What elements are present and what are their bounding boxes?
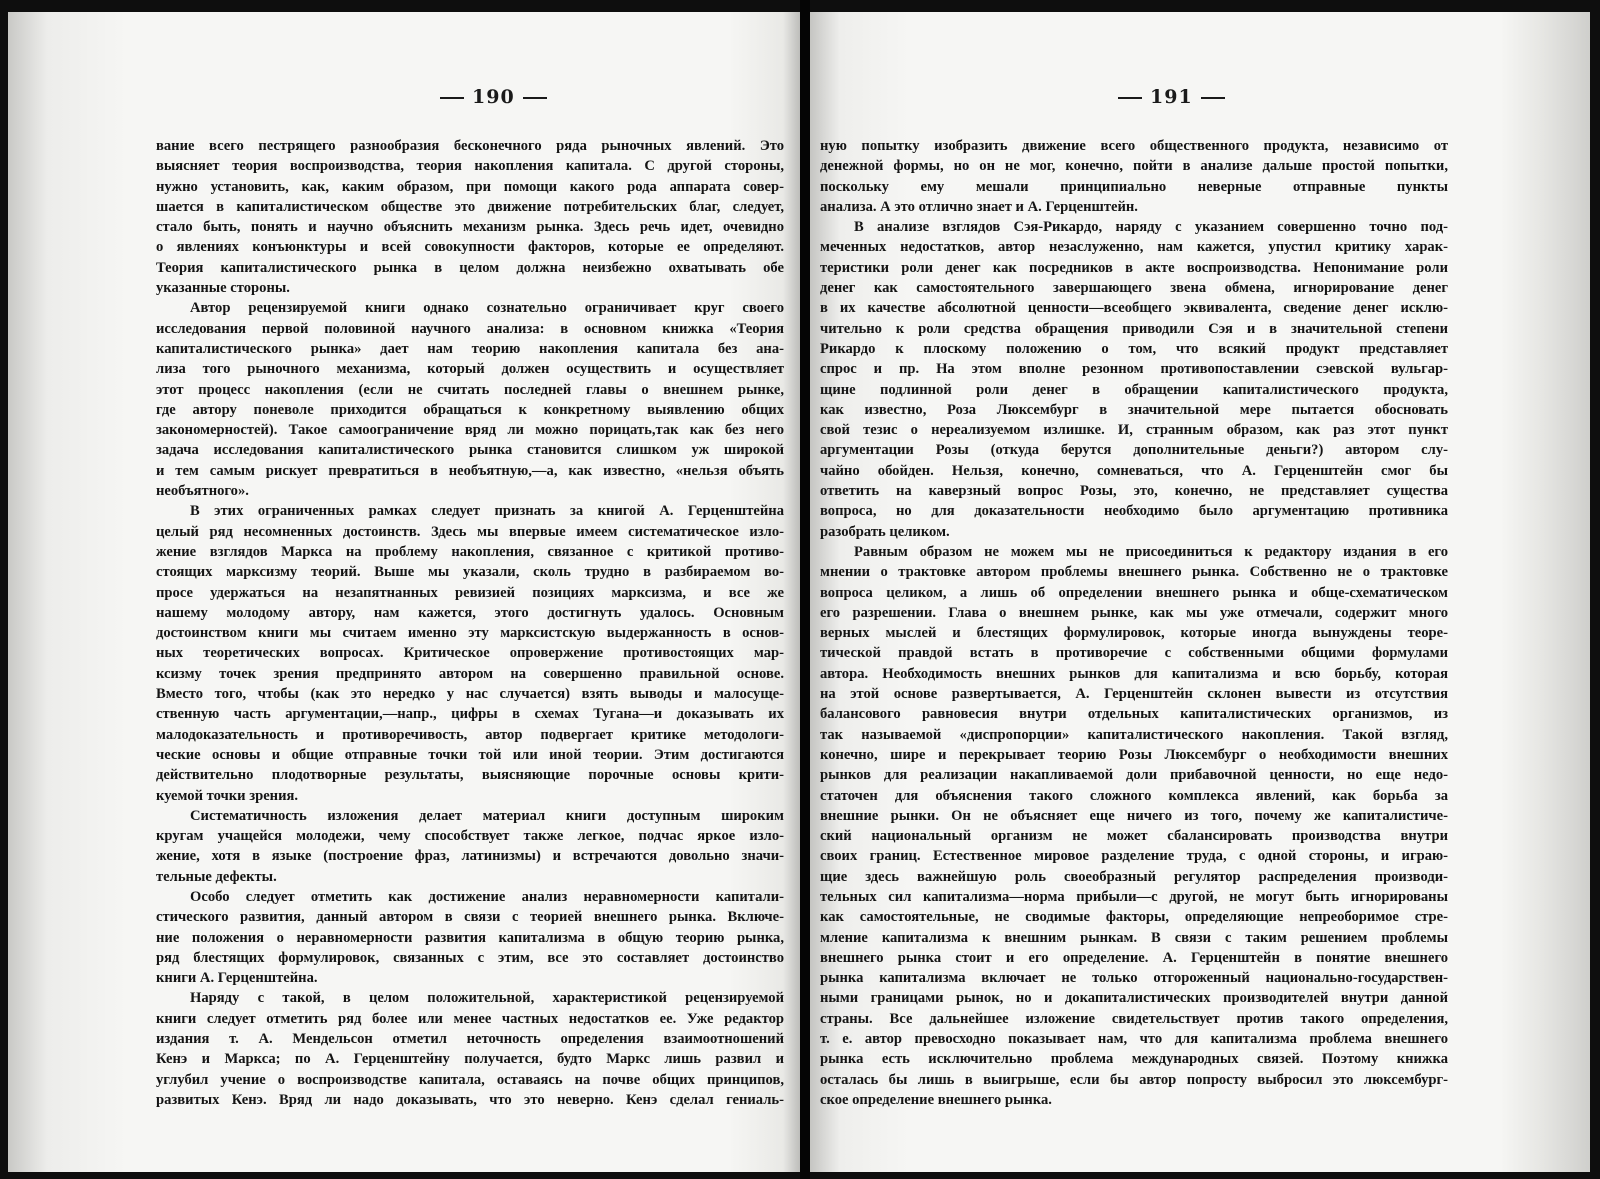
text-line: поскольку ему мешали принципиально неверные отправные пункты (820, 178, 1448, 195)
page-number-text: 191 (1150, 86, 1193, 108)
text-line: о явлениях конъюнктуры и всей совокупности факторов, которые ее определяют. (156, 239, 784, 256)
text-line: ксизму точек зрения предпринято автором на совершенно правильной основе. (156, 665, 784, 682)
text-line: щине подлинной роли денег в обращении капиталистического продукта, (820, 381, 1448, 398)
dash-decoration (440, 97, 464, 99)
text-line: вопроса целиком, а лишь об определении внешнего рынка и обще-схематическом (820, 584, 1448, 601)
text-line: стического развития, данный автором в связи с теорией внешнего рынка. Включе- (156, 909, 784, 926)
text-line: ряд блестящих формулировок, связанных с этим, все это составляет достоинство (156, 949, 784, 966)
text-line: рынка капитализма включает не только отгороженный национально-государствен- (820, 970, 1448, 987)
text-line: свой тезис о нереализуемом излишке. И, странным образом, как раз этот пункт (820, 422, 1448, 439)
text-line: своих границ. Естественное мировое разделение труда, с одной стороны, и играю- (820, 848, 1448, 865)
text-line: рынка есть исключительно проблема международных связей. Поэтому книжка (820, 1051, 1448, 1068)
text-line: чайно обойден. Нельзя, конечно, сомневаться, что А. Герценштейн смог бы (820, 462, 1448, 479)
text-line: ную попытку изобразить движение всего общественного продукта, независимо от (820, 138, 1448, 154)
text-line: разобрать целиком. (820, 523, 950, 540)
text-line: страны. Все дальнейшее изложение свидетельствует против такого определения, (820, 1010, 1448, 1027)
text-line: ский национальный организм не может сбалансировать производства внутри (820, 828, 1448, 845)
text-line: вопроса, но для доказательности необходимо было аргументацию противника (820, 503, 1448, 520)
text-line: достоинством книги мы считаем именно эту марксистскую выдержанность в основ- (156, 625, 784, 642)
text-line: углубил учение о воспроизводстве капитала, оставаясь на почве общих принципов, (156, 1071, 784, 1088)
book-gutter (800, 0, 810, 1179)
text-line: жение взглядов Маркса на проблему накопления, связанное с критикой противо- (156, 543, 784, 560)
text-line: шается в капиталистическом обществе это движение потребительских благ, следует, (156, 198, 784, 215)
text-line: балансового равновесия внутри отдельных капиталистических организмов, из (820, 706, 1448, 723)
text-line: т. е. автор превосходно показывает нам, что для капитализма проблема внешнего (820, 1031, 1448, 1048)
text-line: исследования первой половиной научного анализа: в основном книжка «Теория (156, 320, 784, 337)
right-page (810, 12, 1590, 1172)
text-line: осталась бы лишь в выигрыше, если бы автор попросту выбросил это люксембург- (820, 1071, 1448, 1088)
text-line: лиза того рыночного механизма, который должен осуществить и осуществляет (156, 361, 784, 378)
text-line: стоящих марксизму теорий. Выше мы указали, сколь трудно в разбираемом во- (156, 564, 784, 581)
text-line: необъятного». (156, 483, 249, 500)
right-text-column (820, 136, 1448, 1110)
text-line: закономерностей). Такое самоограничение вряд ли можно порицать,так как без него (156, 422, 784, 439)
text-line: меченных недостатков, автор незаслуженно, нам кажется, упустил критику харак- (820, 239, 1448, 256)
text-line: рынков для реализации накапливаемой доли прибавочной ценности, но еще недо- (820, 767, 1448, 784)
text-line: его разрешении. Глава о внешнем рынке, как мы уже отмечали, содержит много (820, 604, 1448, 621)
text-line: конечно, шире и перекрывает теорию Розы Люксембург о необходимости внешних (820, 746, 1448, 763)
text-line: нужно установить, как, каким образом, при помощи какого рода аппарата совер- (156, 178, 784, 195)
text-line: нашему молодому автору, нам кажется, этого достигнуть удалось. Основным (156, 604, 784, 621)
text-line: Особо следует отметить как достижение анализ неравномерности капитали- (190, 888, 784, 905)
text-line: Равным образом не можем мы не присоединиться к редактору издания в его (854, 543, 1448, 560)
text-line: на этой основе развертывается, А. Герценштейн склонен вывести из отсутствия (820, 686, 1448, 703)
left-text-column (156, 136, 784, 1110)
text-line: указанные стороны. (156, 280, 290, 297)
text-line: ческие основы и общие отправные точки той или иной теории. Этим достигаются (156, 746, 784, 763)
text-line: анализа. А это отлично знает и А. Герценштейн. (820, 198, 1138, 215)
text-line: Автор рецензируемой книги однако сознательно ограничивает круг своего (190, 300, 784, 317)
text-line: ское определение внешнего рынка. (820, 1091, 1052, 1108)
text-line: малодоказательность и противоречивость, автор подвергает критике методологи- (156, 726, 784, 743)
text-line: выясняет теория воспроизводства, теория накопления капитала. С другой стороны, (156, 158, 784, 175)
text-line: книги А. Герценштейна. (156, 970, 318, 987)
text-line: ных теоретических вопросах. Критическое опровержение противостоящих мар- (156, 645, 784, 662)
text-line: внешние рынки. Он не объясняет еще ничего из того, почему же капиталистиче- (820, 807, 1448, 824)
dash-decoration (1118, 97, 1142, 99)
text-line: чительно к роли средства обращения приводили Сэя и в значительной степени (820, 320, 1448, 337)
text-line: внешнего рынка стоит и его определение. А. Герценштейн в понятие внешнего (820, 949, 1448, 966)
left-page (8, 12, 800, 1172)
text-line: щие здесь важнейшую роль своеобразный регулятор распределения производи- (820, 868, 1448, 885)
text-line: тельные дефекты. (156, 868, 277, 885)
text-line: денежной формы, но он не мог, конечно, пойти в анализе дальше простой попытки, (820, 158, 1448, 175)
text-line: тической правдой встать в противоречие с собственными общими формулами (820, 645, 1448, 662)
dash-decoration (1201, 97, 1225, 99)
text-line: капиталистического рынка» дает нам теорию накопления капитала без ана- (156, 340, 784, 357)
text-line: ответить на каверзный вопрос Розы, это, конечно, не представляет существа (820, 483, 1448, 500)
page-number-left (432, 86, 555, 108)
text-line: ние положения о неравномерности развития капитализма в общую теорию рынка, (156, 929, 784, 946)
text-line: Вместо того, чтобы (как это нередко у нас случается) взять выводы и малосуще- (156, 686, 784, 703)
text-line: аргументации Розы (откуда берутся дополнительные деньги?) автором слу- (820, 442, 1448, 459)
text-line: спрос и пр. На этом вполне резонном противопоставлении сэевской вульгар- (820, 361, 1448, 378)
text-line: книги следует отметить ряд более или менее частных недостатков ее. Уже редактор (156, 1010, 784, 1027)
text-line: и тем самым рискует превратиться в необъятную,—а, как известно, «нельзя объять (156, 462, 784, 479)
text-line: развитых Кенэ. Вряд ли надо доказывать, что это неверно. Кенэ сделал гениаль- (156, 1091, 784, 1108)
text-line: издания т. А. Мендельсон отметил неточность определения взаимоотношений (156, 1031, 784, 1048)
text-line: просе удержаться на незапятнанных ревизией позициях марксизма, и все же (156, 584, 784, 601)
text-line: Кенэ и Маркса; по А. Герценштейну получается, будто Маркс лишь развил и (156, 1051, 784, 1068)
text-line: статочен для объяснения такого сложного комплекса явлений, как борьба за (820, 787, 1448, 804)
text-line: денег как самостоятельного завершающего звена обмена, игнорирование денег (820, 280, 1448, 297)
text-line: так называемой «диспропорции» капиталистического накопления. Такой взгляд, (820, 726, 1448, 743)
text-line: как самостоятельные, не сводимые факторы, определяющие непреоборимое стре- (820, 909, 1448, 926)
text-line: теристики роли денег как посредников в акте воспроизводства. Непонимание роли (820, 259, 1448, 276)
text-line: жение, хотя в языке (построение фраз, латинизмы) и встречаются довольно значи- (156, 848, 784, 865)
text-line: В этих ограниченных рамках следует признать за книгой А. Герценштейна (190, 503, 784, 520)
text-line: ственную часть аргументации,—напр., цифры в схемах Тугана—и доказывать их (156, 706, 784, 723)
text-line: кругам учащейся молодежи, чему способствует также легкое, подчас яркое изло- (156, 828, 784, 845)
text-line: куемой точки зрения. (156, 787, 299, 804)
text-line: как известно, Роза Люксембург в значительной мере пытается обосновать (820, 401, 1448, 418)
text-line: Наряду с такой, в целом положительной, характеристикой рецензируемой (190, 990, 784, 1007)
text-line: Теория капиталистического рынка в целом должна неизбежно охватывать обе (156, 259, 784, 276)
text-line: верных мыслей и блестящих формулировок, которые иногда вынуждены теоре- (820, 625, 1448, 642)
text-line: мнении о трактовке автором проблемы внешнего рынка. Собственно не о трактовке (820, 564, 1448, 581)
text-line: этот процесс накопления (если не считать последней главы о внешнем рынке, (156, 381, 784, 398)
text-line: Рикардо к плоскому положению о том, что всякий продукт представляет (820, 340, 1448, 357)
page-number-right (1110, 86, 1233, 108)
page-number-text: 190 (472, 86, 515, 108)
text-line: в их качестве абсолютной ценности—всеобщего эквивалента, сведение денег исклю- (820, 300, 1448, 317)
dash-decoration (523, 97, 547, 99)
text-line: мление капитализма к внешним рынкам. В связи с таким решением проблемы (820, 929, 1448, 946)
text-line: целый ряд несомненных достоинств. Здесь мы впервые имеем систематическое изло- (156, 523, 784, 540)
text-line: вание всего пестрящего разнообразия бесконечного ряда рыночных явлений. Это (156, 138, 784, 154)
text-line: автора. Необходимость внешних рынков для капитализма и всю борьбу, которая (820, 665, 1448, 682)
text-line: В анализе взглядов Сэя-Рикардо, наряду с указанием совершенно точно под- (854, 219, 1448, 236)
text-line: тельных сил капитализма—норма прибыли—с другой, не могут быть игнорированы (820, 888, 1448, 905)
text-line: действительно плодотворные результаты, выясняющие порочные основы крити- (156, 767, 784, 784)
text-line: задача исследования капиталистического рынка становится слишком уж широкой (156, 442, 784, 459)
text-line: ными границами рынок, но и докапиталистических производителей внутри данной (820, 990, 1448, 1007)
text-line: Систематичность изложения делает материал книги доступным широким (190, 807, 784, 824)
text-line: стало быть, понять и научно объяснить механизм рынка. Здесь речь идет, очевидно (156, 219, 784, 236)
text-line: где автору поневоле приходится обращаться к конкретному выявлению общих (156, 401, 784, 418)
